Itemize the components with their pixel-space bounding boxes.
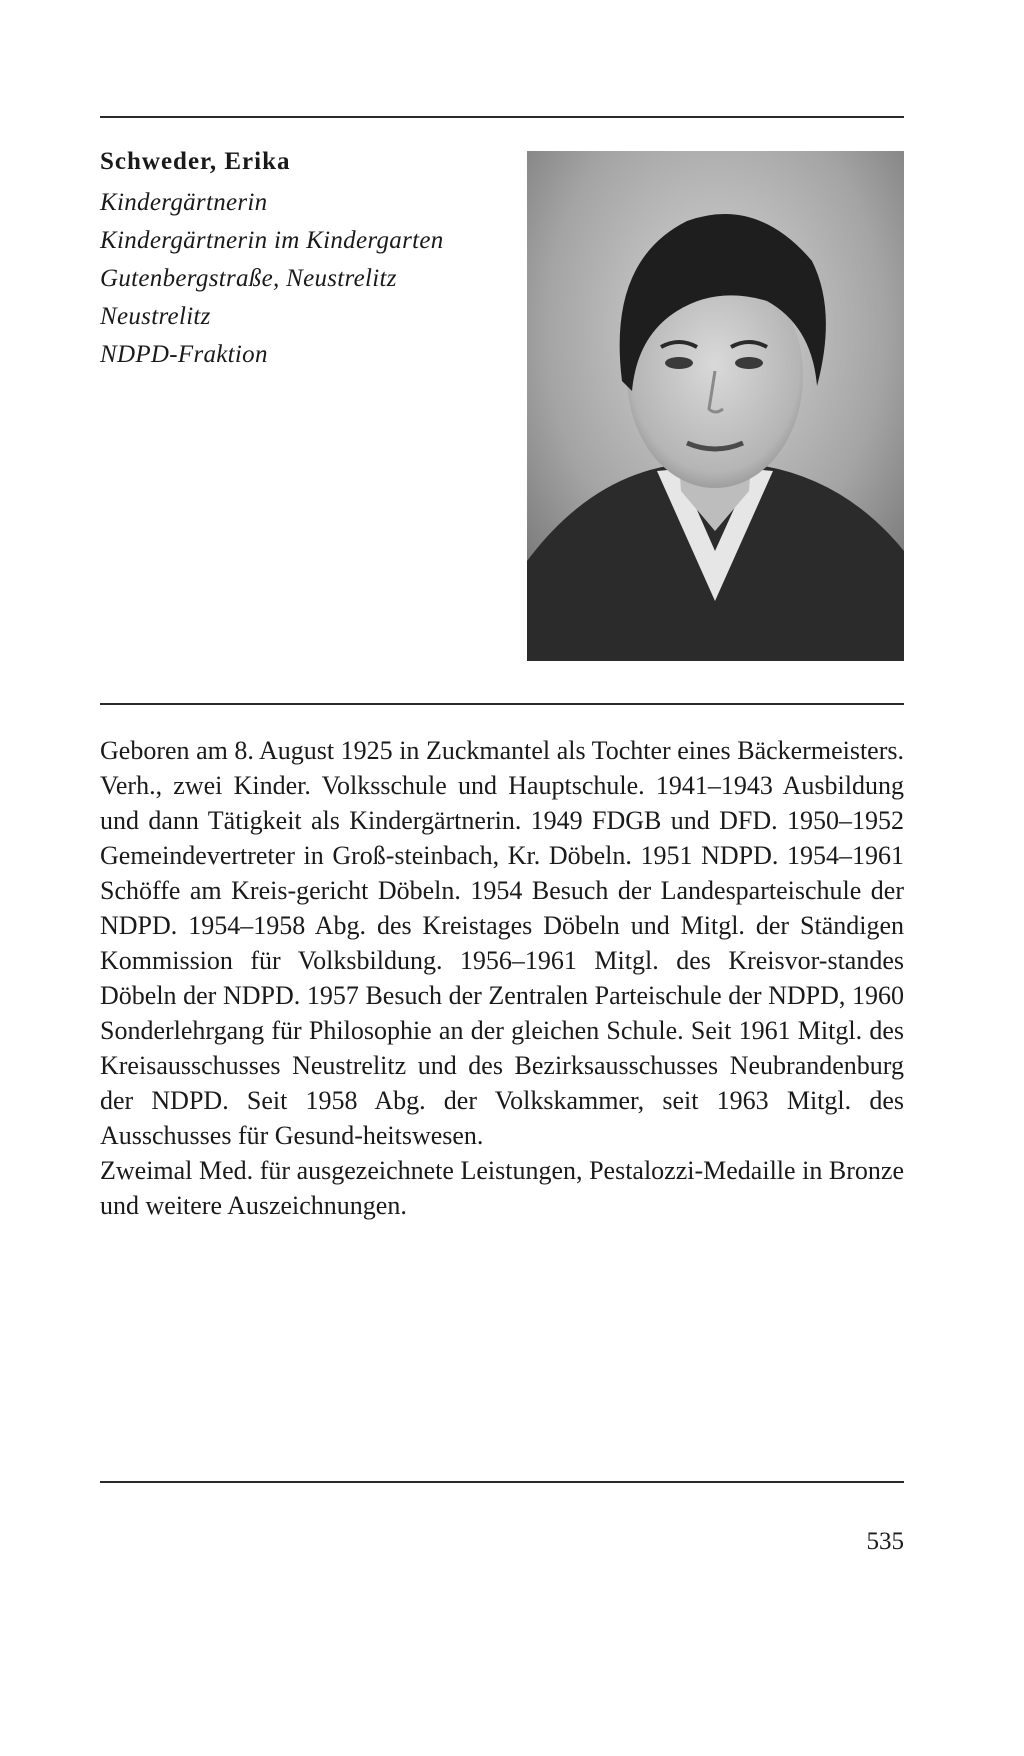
entry-header: [100, 140, 520, 374]
faction: NDPD-Fraktion: [100, 341, 268, 368]
top-rule: [100, 116, 904, 118]
portrait-photo: [527, 151, 904, 661]
residence: Neustrelitz: [100, 303, 211, 330]
biography-paragraph: Geboren am 8. August 1925 in Zuckmantel als Tochter eines Bäckermeisters. Verh., zwei Kinder. Volksschule und Hauptschule. 1941–1943 Ausbildung und dann Tätigkeit als Kindergärtnerin. 1949 FDGB und DFD. 1950–1952 Gemeindevertreter in Groß-steinbach, Kr. Döbeln. 1951 NDPD. 1954–1961 Schöffe am Kreis-gericht Döbeln. 1954 Besuch der Landesparteischule der NDPD. 1954–1958 Abg. des Kreistages Döbeln und Mitgl. der Ständigen Kommission für Volksbildung. 1956–1961 Mitgl. des Kreisvor-standes Döbeln der NDPD. 1957 Besuch der Zentralen Parteischule der NDPD, 1960 Sonderlehrgang für Philosophie an der gleichen Schule. Seit 1961 Mitgl. des Kreisausschusses Neustrelitz und des Bezirksausschusses Neubrandenburg der NDPD. Seit 1958 Abg. der Volkskammer, seit 1963 Mitgl. des Ausschusses für Gesund-heitswesen.: [100, 736, 904, 1150]
profession: Kindergärtnerin: [100, 189, 268, 216]
page-number: 535: [866, 1528, 904, 1555]
workplace-line-2: Gutenbergstraße, Neustrelitz: [100, 265, 397, 292]
bottom-rule: [100, 1481, 904, 1483]
middle-rule: [100, 703, 904, 705]
portrait-image: [527, 151, 904, 661]
person-name: Schweder, Erika: [100, 148, 291, 175]
workplace-line-1: Kindergärtnerin im Kindergarten: [100, 227, 444, 254]
biography: [100, 733, 904, 1223]
awards-paragraph: Zweimal Med. für ausgezeichnete Leistungen, Pestalozzi-Medaille in Bronze und weitere Auszeichnungen.: [100, 1156, 904, 1220]
